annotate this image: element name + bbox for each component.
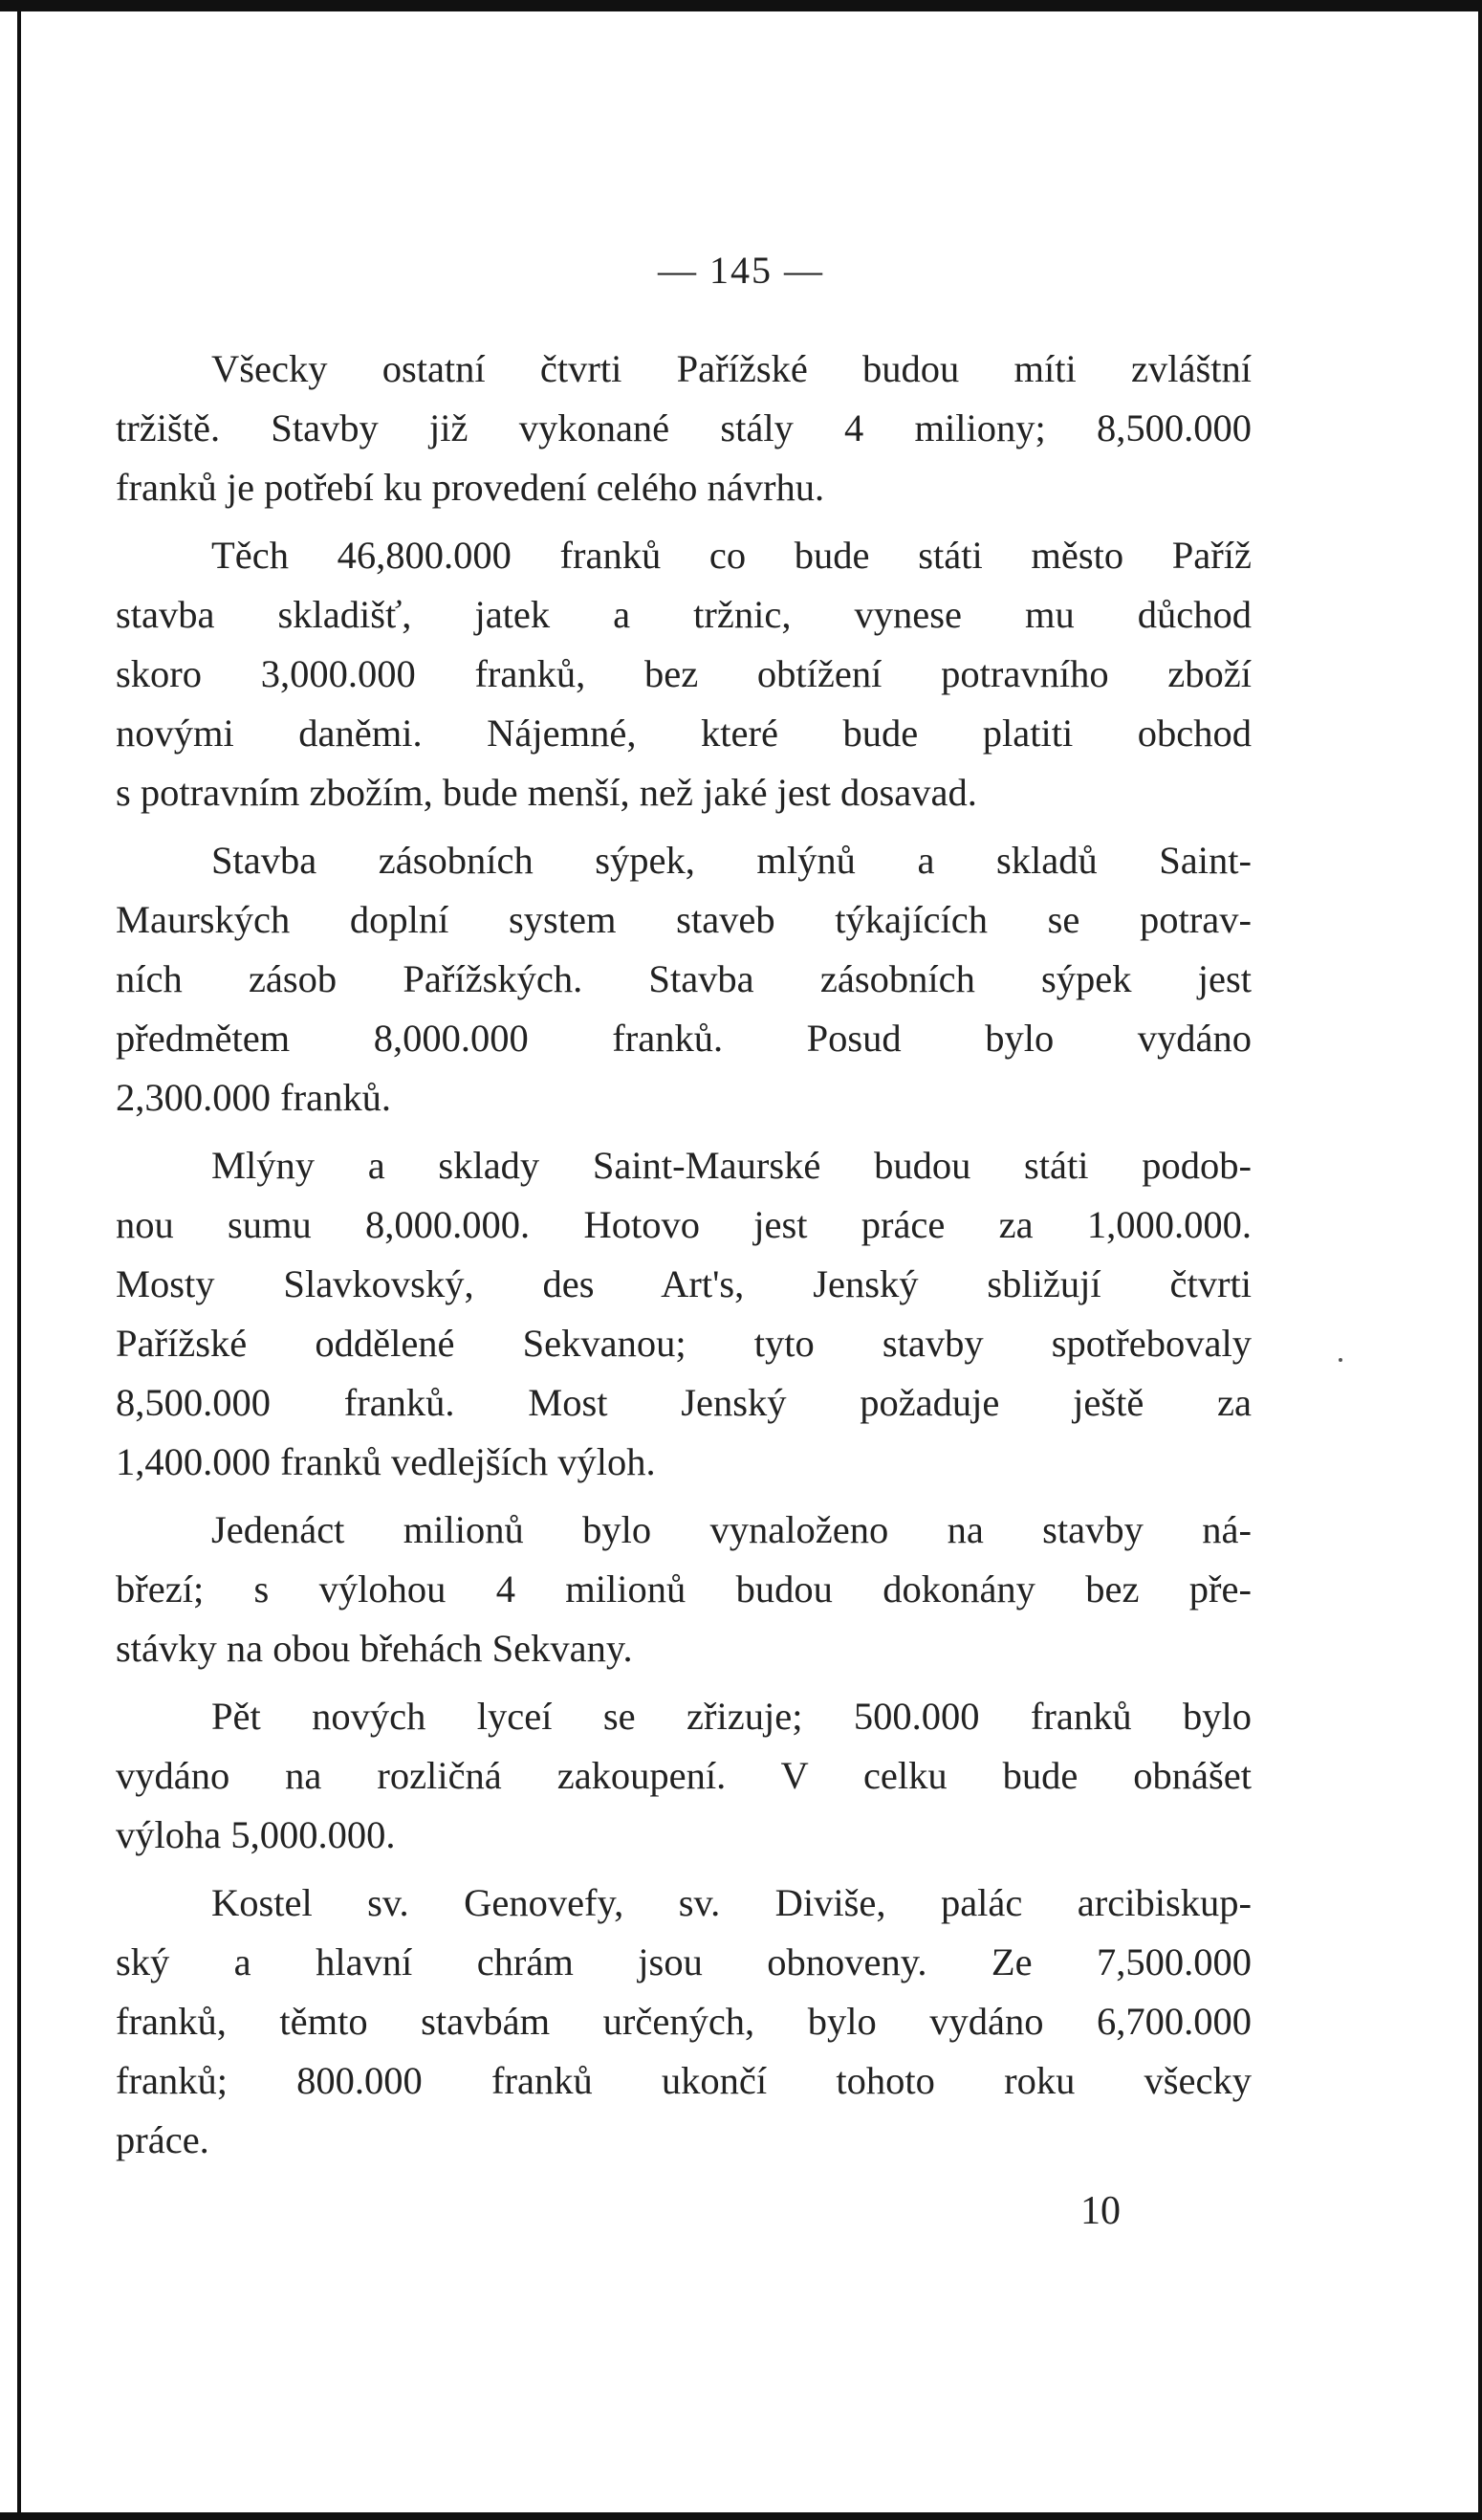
page-number-header: — 145 —: [658, 249, 824, 292]
paragraph: [116, 831, 1252, 1128]
text-line: Mosty Slavkovský, des Art's, Jenský sbližují čtvrti: [116, 1262, 1252, 1305]
paragraph: [116, 526, 1252, 822]
text-line: vydáno na rozličná zakoupení. V celku bude obnášet: [116, 1754, 1252, 1797]
text-line: franků, těmto stavbám určených, bylo vydáno 6,700.000: [116, 2000, 1252, 2043]
text-line: franků je potřebí ku provedení celého návrhu.: [116, 466, 825, 509]
text-line: stavba skladišť, jatek a tržnic, vynese mu důchod: [116, 593, 1252, 636]
text-line: Pět nových lyceí se zřizuje; 500.000 franků bylo: [211, 1695, 1252, 1738]
text-line: franků; 800.000 franků ukončí tohoto roku všecky: [116, 2059, 1252, 2102]
text-line: 8,500.000 franků. Most Jenský požaduje ještě za: [116, 1381, 1252, 1424]
text-line: ních zásob Pařížských. Stavba zásobních sýpek jest: [116, 957, 1252, 1000]
scan-edge-bottom: [0, 2512, 1482, 2520]
paragraph: [116, 1136, 1252, 1492]
text-line: ský a hlavní chrám jsou obnoveny. Ze 7,500.000: [116, 1940, 1252, 1983]
paragraph: [116, 340, 1252, 517]
text-line: 2,300.000 franků.: [116, 1076, 391, 1119]
text-line: Stavba zásobních sýpek, mlýnů a skladů Saint-: [211, 839, 1252, 882]
text-line: s potravním zbožím, bude menší, než jaké jest dosavad.: [116, 771, 977, 814]
text-line: práce.: [116, 2118, 209, 2161]
text-line: Pařížské oddělené Sekvanou; tyto stavby spotřebovaly: [116, 1322, 1252, 1365]
text-line: tržiště. Stavby již vykonané stály 4 miliony; 8,500.000: [116, 406, 1252, 449]
text-line: Maurských doplní system staveb týkajících se potrav-: [116, 898, 1252, 941]
signature-mark: 10: [1080, 2189, 1121, 2233]
text-line: Všecky ostatní čtvrti Pařížské budou míti zvláštní: [211, 347, 1252, 390]
scan-edge-right: [1478, 0, 1482, 2520]
text-line: novými daněmi. Nájemné, které bude platiti obchod: [116, 712, 1252, 755]
text-line: výloha 5,000.000.: [116, 1813, 396, 1856]
text-line: předmětem 8,000.000 franků. Posud bylo vydáno: [116, 1017, 1252, 1060]
text-line: březí; s výlohou 4 milionů budou dokonány bez pře-: [116, 1567, 1252, 1611]
scan-edge-left: [17, 0, 21, 2520]
text-line: Mlýny a sklady Saint-Maurské budou státi podob-: [211, 1144, 1252, 1187]
paragraph: [116, 1501, 1252, 1678]
text-line: 1,400.000 franků vedlejších výloh.: [116, 1440, 656, 1483]
scan-speck: [1339, 1358, 1342, 1362]
text-line: Jedenáct milionů bylo vynaloženo na stavby ná-: [211, 1508, 1252, 1551]
body-text: [116, 340, 1252, 2179]
scan-edge-top: [0, 0, 1482, 11]
text-line: Těch 46,800.000 franků co bude státi město Paříž: [211, 534, 1252, 577]
text-line: Kostel sv. Genovefy, sv. Diviše, palác arcibiskup-: [211, 1881, 1252, 1924]
text-line: stávky na obou břehách Sekvany.: [116, 1627, 633, 1670]
paragraph: [116, 1874, 1252, 2170]
paragraph: [116, 1687, 1252, 1865]
text-line: nou sumu 8,000.000. Hotovo jest práce za 1,000.000.: [116, 1203, 1252, 1246]
text-line: skoro 3,000.000 franků, bez obtížení potravního zboží: [116, 652, 1252, 695]
